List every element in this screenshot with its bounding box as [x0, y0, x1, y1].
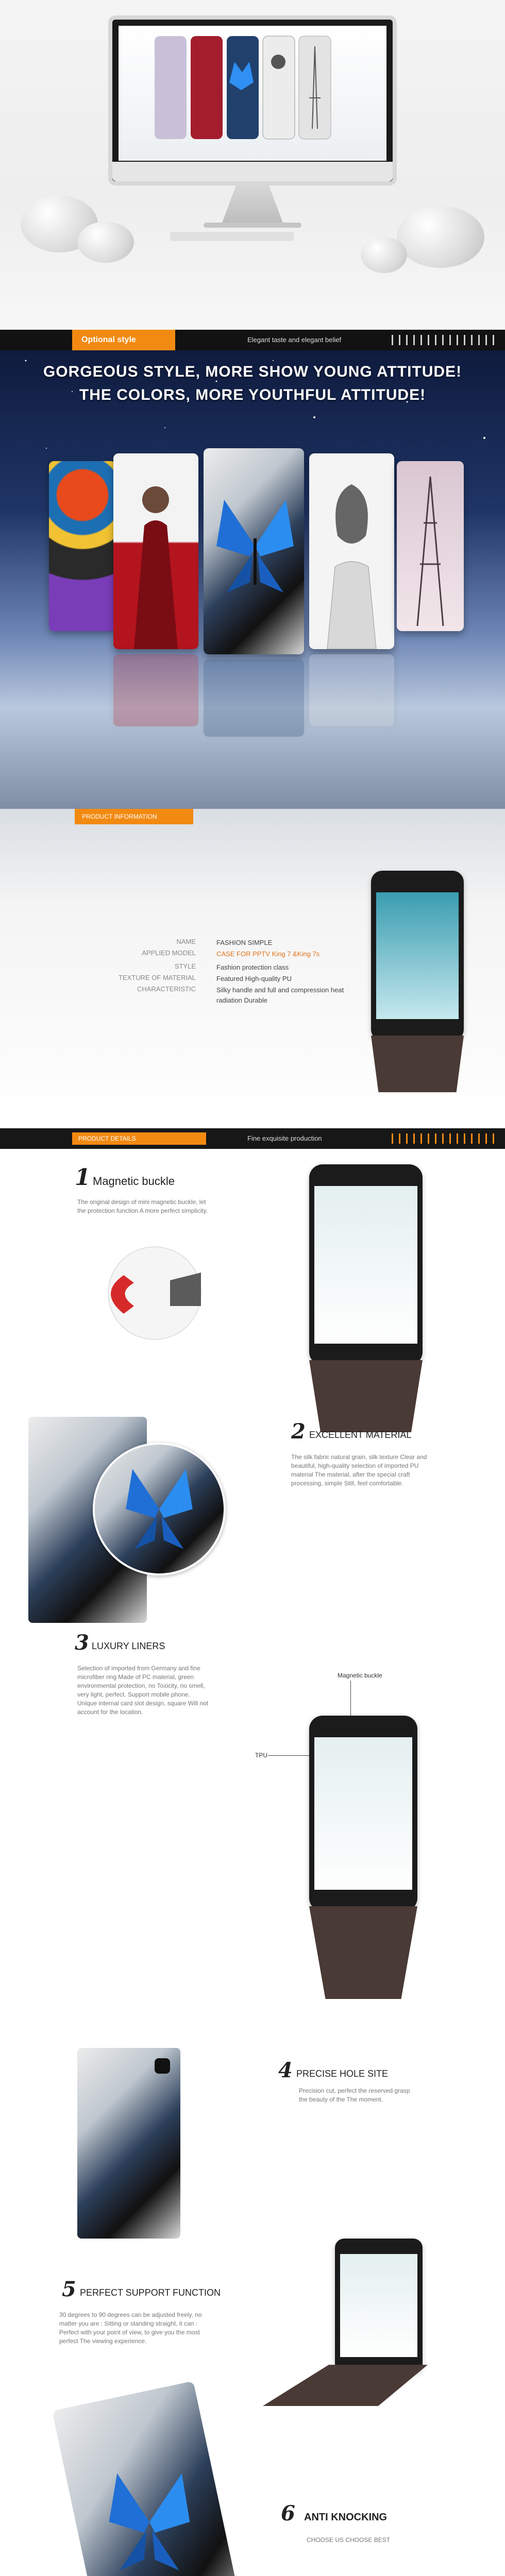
- pebble-decoration: [361, 237, 407, 273]
- phone-in-case: [371, 871, 464, 1041]
- info-value-material: Featured High-quality PU: [216, 975, 292, 982]
- band-subtitle: Elegant taste and elegant belief: [247, 336, 342, 344]
- case-lineup-thumbnail: [119, 26, 386, 147]
- case-back-view: [77, 2048, 180, 2239]
- feature-desc: CHOOSE US CHOOSE BEST: [307, 2536, 391, 2544]
- feature-title: Magnetic buckle: [93, 1175, 175, 1188]
- case-stand-flap: [263, 2365, 428, 2406]
- monitor-illustration: [108, 15, 397, 185]
- feature-title: LUXURY LINERS: [92, 1641, 165, 1651]
- feature-number: 2: [291, 1419, 306, 1444]
- stripe-decoration: [392, 1133, 495, 1144]
- feature-number: 5: [62, 2277, 76, 2301]
- case-red-dress: [113, 453, 198, 649]
- eiffel-tower-icon: [397, 461, 464, 631]
- feature-desc: The silk fabric natural grain, silk texture Clear and beautiful, high-quality selection of imported PU material The material, after the special craft processing, simple Still, feel comfortable.: [291, 1453, 427, 1487]
- product-info-section: [0, 809, 505, 1128]
- case-mandala: [49, 461, 116, 631]
- girl-sketch-illustration: [309, 453, 394, 649]
- feature-desc: The original design of mini magnetic buckle, let the protection function A more perfect simplicity.: [77, 1198, 208, 1214]
- case-flap: [309, 1906, 417, 1999]
- case-butterfly: [204, 448, 304, 654]
- feature-number: 3: [75, 1631, 89, 1655]
- feature-desc: Precision cut, perfect the reserved grasp the beauty of the The moment.: [299, 2087, 410, 2103]
- details-subtitle: Fine exquisite production: [247, 1134, 322, 1142]
- magnetic-buckle-callout: Magnetic buckle: [338, 1672, 382, 1679]
- butterfly-icon: [98, 2463, 201, 2576]
- galaxy-section: [0, 350, 505, 809]
- style-band: [0, 330, 505, 350]
- butterfly-icon: [214, 489, 296, 603]
- feature-number: 1: [75, 1164, 91, 1191]
- info-value-characteristic: Silky handle and full and compression heat radiation Durable: [216, 986, 344, 1004]
- optional-style-tab: Optional style: [72, 330, 175, 350]
- butterfly-icon: [110, 1460, 208, 1558]
- case-reflection: [204, 659, 304, 737]
- phone-screen: [314, 1737, 412, 1890]
- feature-title: ANTI KNOCKING: [304, 2512, 388, 2523]
- monitor-chin: [112, 162, 393, 181]
- phone-screen: [340, 2254, 417, 2357]
- case-girl-sketch: [309, 453, 394, 649]
- phone-in-case: [309, 1164, 423, 1365]
- info-value-model: CASE FOR PPTV King 7 &King 7s: [216, 950, 320, 958]
- galaxy-headline-1: GORGEOUS STYLE, MORE SHOW YOUNG ATTITUDE!: [43, 363, 462, 380]
- info-label-model: APPLIED MODEL: [142, 949, 196, 957]
- magnet-illustration: [67, 1244, 222, 1347]
- monitor-screen: [119, 26, 386, 161]
- details-band: [0, 1128, 505, 1149]
- hero-section: [0, 0, 505, 330]
- features-section: [0, 1149, 505, 2576]
- pebble-decoration: [77, 222, 134, 263]
- stripe-decoration: [392, 335, 495, 345]
- callout-line: [268, 1755, 312, 1756]
- phone-screen: [376, 892, 459, 1019]
- keyboard-illustration: [170, 232, 294, 241]
- monitor-stand: [222, 183, 283, 224]
- product-info-tab: PRODUCT INFORMATION: [75, 809, 193, 824]
- feature-title: EXCELLENT MATERIAL: [309, 1430, 412, 1440]
- feature-number: 4: [278, 2058, 293, 2082]
- case-flap: [371, 1036, 464, 1092]
- case-reflection: [113, 654, 198, 726]
- case-eiffel: [397, 461, 464, 631]
- feature-number: 6: [281, 2501, 295, 2526]
- info-label-characteristic: CHARACTERISTIC: [137, 985, 196, 993]
- info-value-name: FASHION SIMPLE: [216, 939, 273, 946]
- case-reflection: [309, 654, 394, 726]
- feature-title: PRECISE HOLE SITE: [296, 2069, 389, 2079]
- case-flap: [309, 1360, 423, 1432]
- info-value-style: Fashion protection class: [216, 963, 289, 971]
- monitor-stand-base: [204, 223, 301, 228]
- info-label-material: TEXTURE OF MATERIAL: [119, 974, 196, 981]
- tpu-callout: TPU: [255, 1752, 267, 1759]
- phone-in-case: [309, 1716, 417, 1911]
- phone-screen: [314, 1186, 417, 1344]
- feature-title: PERFECT SUPPORT FUNCTION: [80, 2287, 221, 2298]
- phone-standing: [335, 2239, 423, 2372]
- woman-silhouette: [113, 453, 198, 649]
- camera-hole: [155, 2058, 170, 2074]
- material-magnifier: [93, 1443, 226, 1575]
- info-label-style: STYLE: [174, 962, 196, 970]
- galaxy-headline-2: THE COLORS, MORE YOUTHFUL ATTITUDE!: [79, 386, 426, 403]
- feature-desc: Selection of imported from Germany and fine microfiber ring Made of PC material, green environmental protection, no Toxicity, no smell, very light, perfect. Support mobile phone. Unique internal card slot design, square Will not account for the location.: [77, 1665, 209, 1716]
- pebble-decoration: [397, 206, 484, 268]
- feature-desc: 30 degrees to 90 degrees can be adjusted freely, no matter you are : Sitting or standing straight, it can : Perfect with your point of view, to give you the most perfect The viewing experience.: [59, 2311, 202, 2345]
- product-details-tab: PRODUCT DETAILS: [72, 1132, 206, 1145]
- info-label-name: NAME: [176, 938, 196, 945]
